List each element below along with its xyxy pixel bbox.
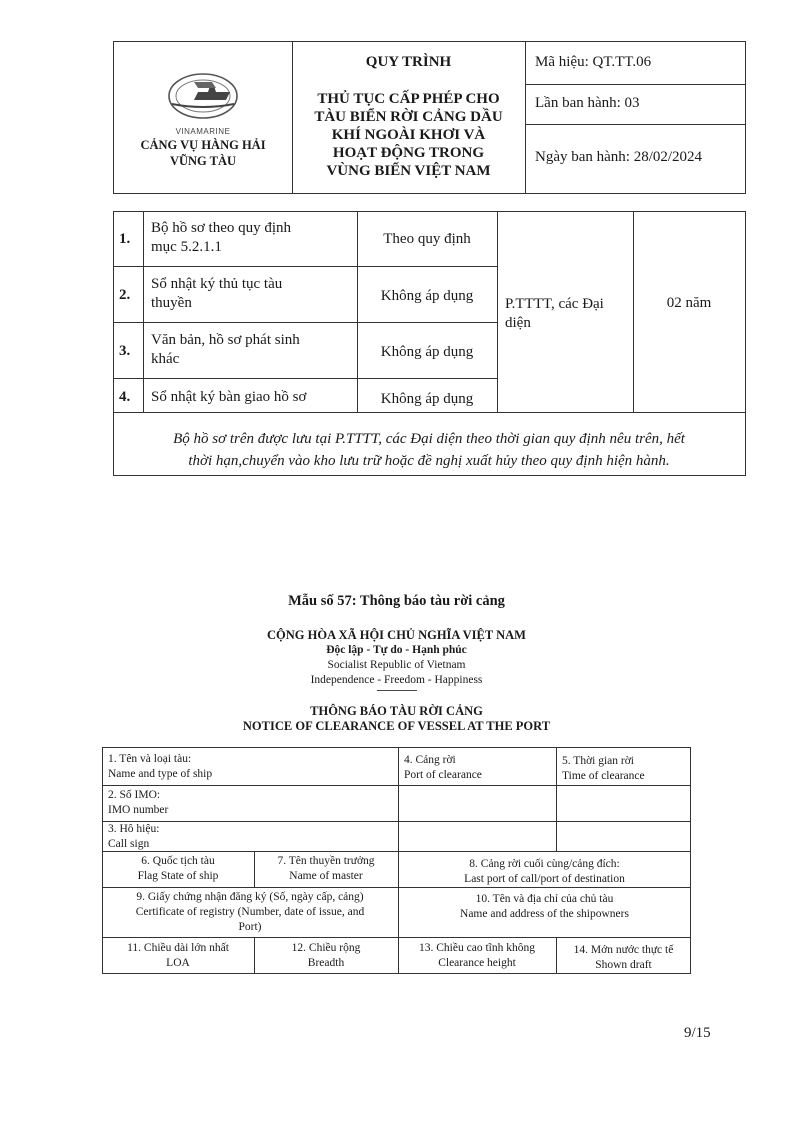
divider xyxy=(525,84,745,85)
record-form: Không áp dụng xyxy=(380,288,474,304)
national-title: CỘNG HÒA XÃ HỘI CHỦ NGHĨA VIỆT NAM xyxy=(267,628,526,642)
national-motto: Độc lập - Tự do - Hạnh phúc xyxy=(326,644,467,656)
document-header xyxy=(113,41,746,194)
national-motto-en: Independence - Freedom - Happiness xyxy=(310,674,483,686)
field-time-of-clearance: 5. Thời gian rời Time of clearance xyxy=(562,755,645,782)
record-name: Sổ nhật ký bàn giao hồ sơ xyxy=(151,389,307,405)
notice-title-vi: THÔNG BÁO TÀU RỜI CẢNG xyxy=(310,704,483,718)
record-name: Văn bản, hồ sơ phát sinh khác xyxy=(151,332,300,367)
storage-location: P.TTTT, các Đại diện xyxy=(505,296,604,331)
retention-period: 02 năm xyxy=(666,295,712,311)
row-number: 3. xyxy=(119,343,131,359)
issue-date: Ngày ban hành: 28/02/2024 xyxy=(535,149,703,165)
procedure-title: THỦ TỤC CẤP PHÉP CHO TÀU BIỂN RỜI CẢNG DẦU KHÍ NGOÀI KHƠI VÀ HOẠT ĐỘNG TRONG VÙNG BIỂN VIỆT NAM xyxy=(314,91,503,179)
row-number: 1. xyxy=(119,231,131,247)
divider xyxy=(525,42,526,193)
org-abbreviation: VINAMARINE xyxy=(175,127,231,136)
procedure-label: QUY TRÌNH xyxy=(365,54,452,70)
page-number: 9/15 xyxy=(684,1025,711,1041)
edition-number: Lần ban hành: 03 xyxy=(535,95,640,111)
divider xyxy=(525,124,745,125)
record-form: Không áp dụng xyxy=(380,391,474,407)
field-flag-state: 6. Quốc tịch tàu Flag State of ship xyxy=(137,855,219,882)
field-breadth: 12. Chiều rộng Breadth xyxy=(291,942,361,969)
field-ship-name: 1. Tên và loại tàu: Name and type of ship xyxy=(108,753,213,780)
document-code: Mã hiệu: QT.TT.06 xyxy=(535,54,652,70)
org-name: CẢNG VỤ HÀNG HẢI VŨNG TÀU xyxy=(140,138,266,168)
record-form: Không áp dụng xyxy=(380,344,474,360)
vinamarine-logo-icon xyxy=(164,70,242,122)
national-title-en: Socialist Republic of Vietnam xyxy=(327,659,466,671)
row-number: 4. xyxy=(119,389,131,405)
field-master-name: 7. Tên thuyền trưởng Name of master xyxy=(277,855,375,882)
records-table xyxy=(113,211,746,476)
record-name: Bộ hồ sơ theo quy định mục 5.2.1.1 xyxy=(151,220,292,255)
field-loa: 11. Chiều dài lớn nhất LOA xyxy=(127,942,229,969)
field-call-sign: 3. Hô hiệu: Call sign xyxy=(108,823,160,850)
record-form: Theo quy định xyxy=(383,231,471,247)
separator: --------------- xyxy=(376,684,417,696)
field-clearance-height: 13. Chiều cao tĩnh không Clearance height xyxy=(419,942,535,969)
field-imo-number: 2. Số IMO: IMO number xyxy=(108,789,169,816)
field-last-port: 8. Cảng rời cuối cùng/cảng đích: Last port of call/port of destination xyxy=(464,858,625,885)
storage-note: Bộ hồ sơ trên được lưu tại P.TTTT, các Đại diện theo thời gian quy định nêu trên, hết thời hạn,chuyển vào kho lưu trữ hoặc đề nghị xuất hủy theo quy định hiện hành. xyxy=(173,431,685,469)
row-number: 2. xyxy=(119,287,131,303)
form-title: Mẫu số 57: Thông báo tàu rời cảng xyxy=(288,593,505,609)
clearance-form-table xyxy=(102,747,691,974)
field-certificate-of-registry: 9. Giấy chứng nhận đăng ký (Số, ngày cấp, cảng) Certificate of registry (Number, date of issue, and Port) xyxy=(135,891,365,933)
field-shown-draft: 14. Mớn nước thực tế Shown draft xyxy=(573,944,674,971)
record-name: Sổ nhật ký thủ tục tàu thuyền xyxy=(151,276,283,311)
field-port-of-clearance: 4. Cảng rời Port of clearance xyxy=(404,754,482,781)
field-shipowner: 10. Tên và địa chỉ của chủ tàu Name and address of the shipowners xyxy=(460,893,629,920)
notice-title-en: NOTICE OF CLEARANCE OF VESSEL AT THE PORT xyxy=(242,719,551,733)
